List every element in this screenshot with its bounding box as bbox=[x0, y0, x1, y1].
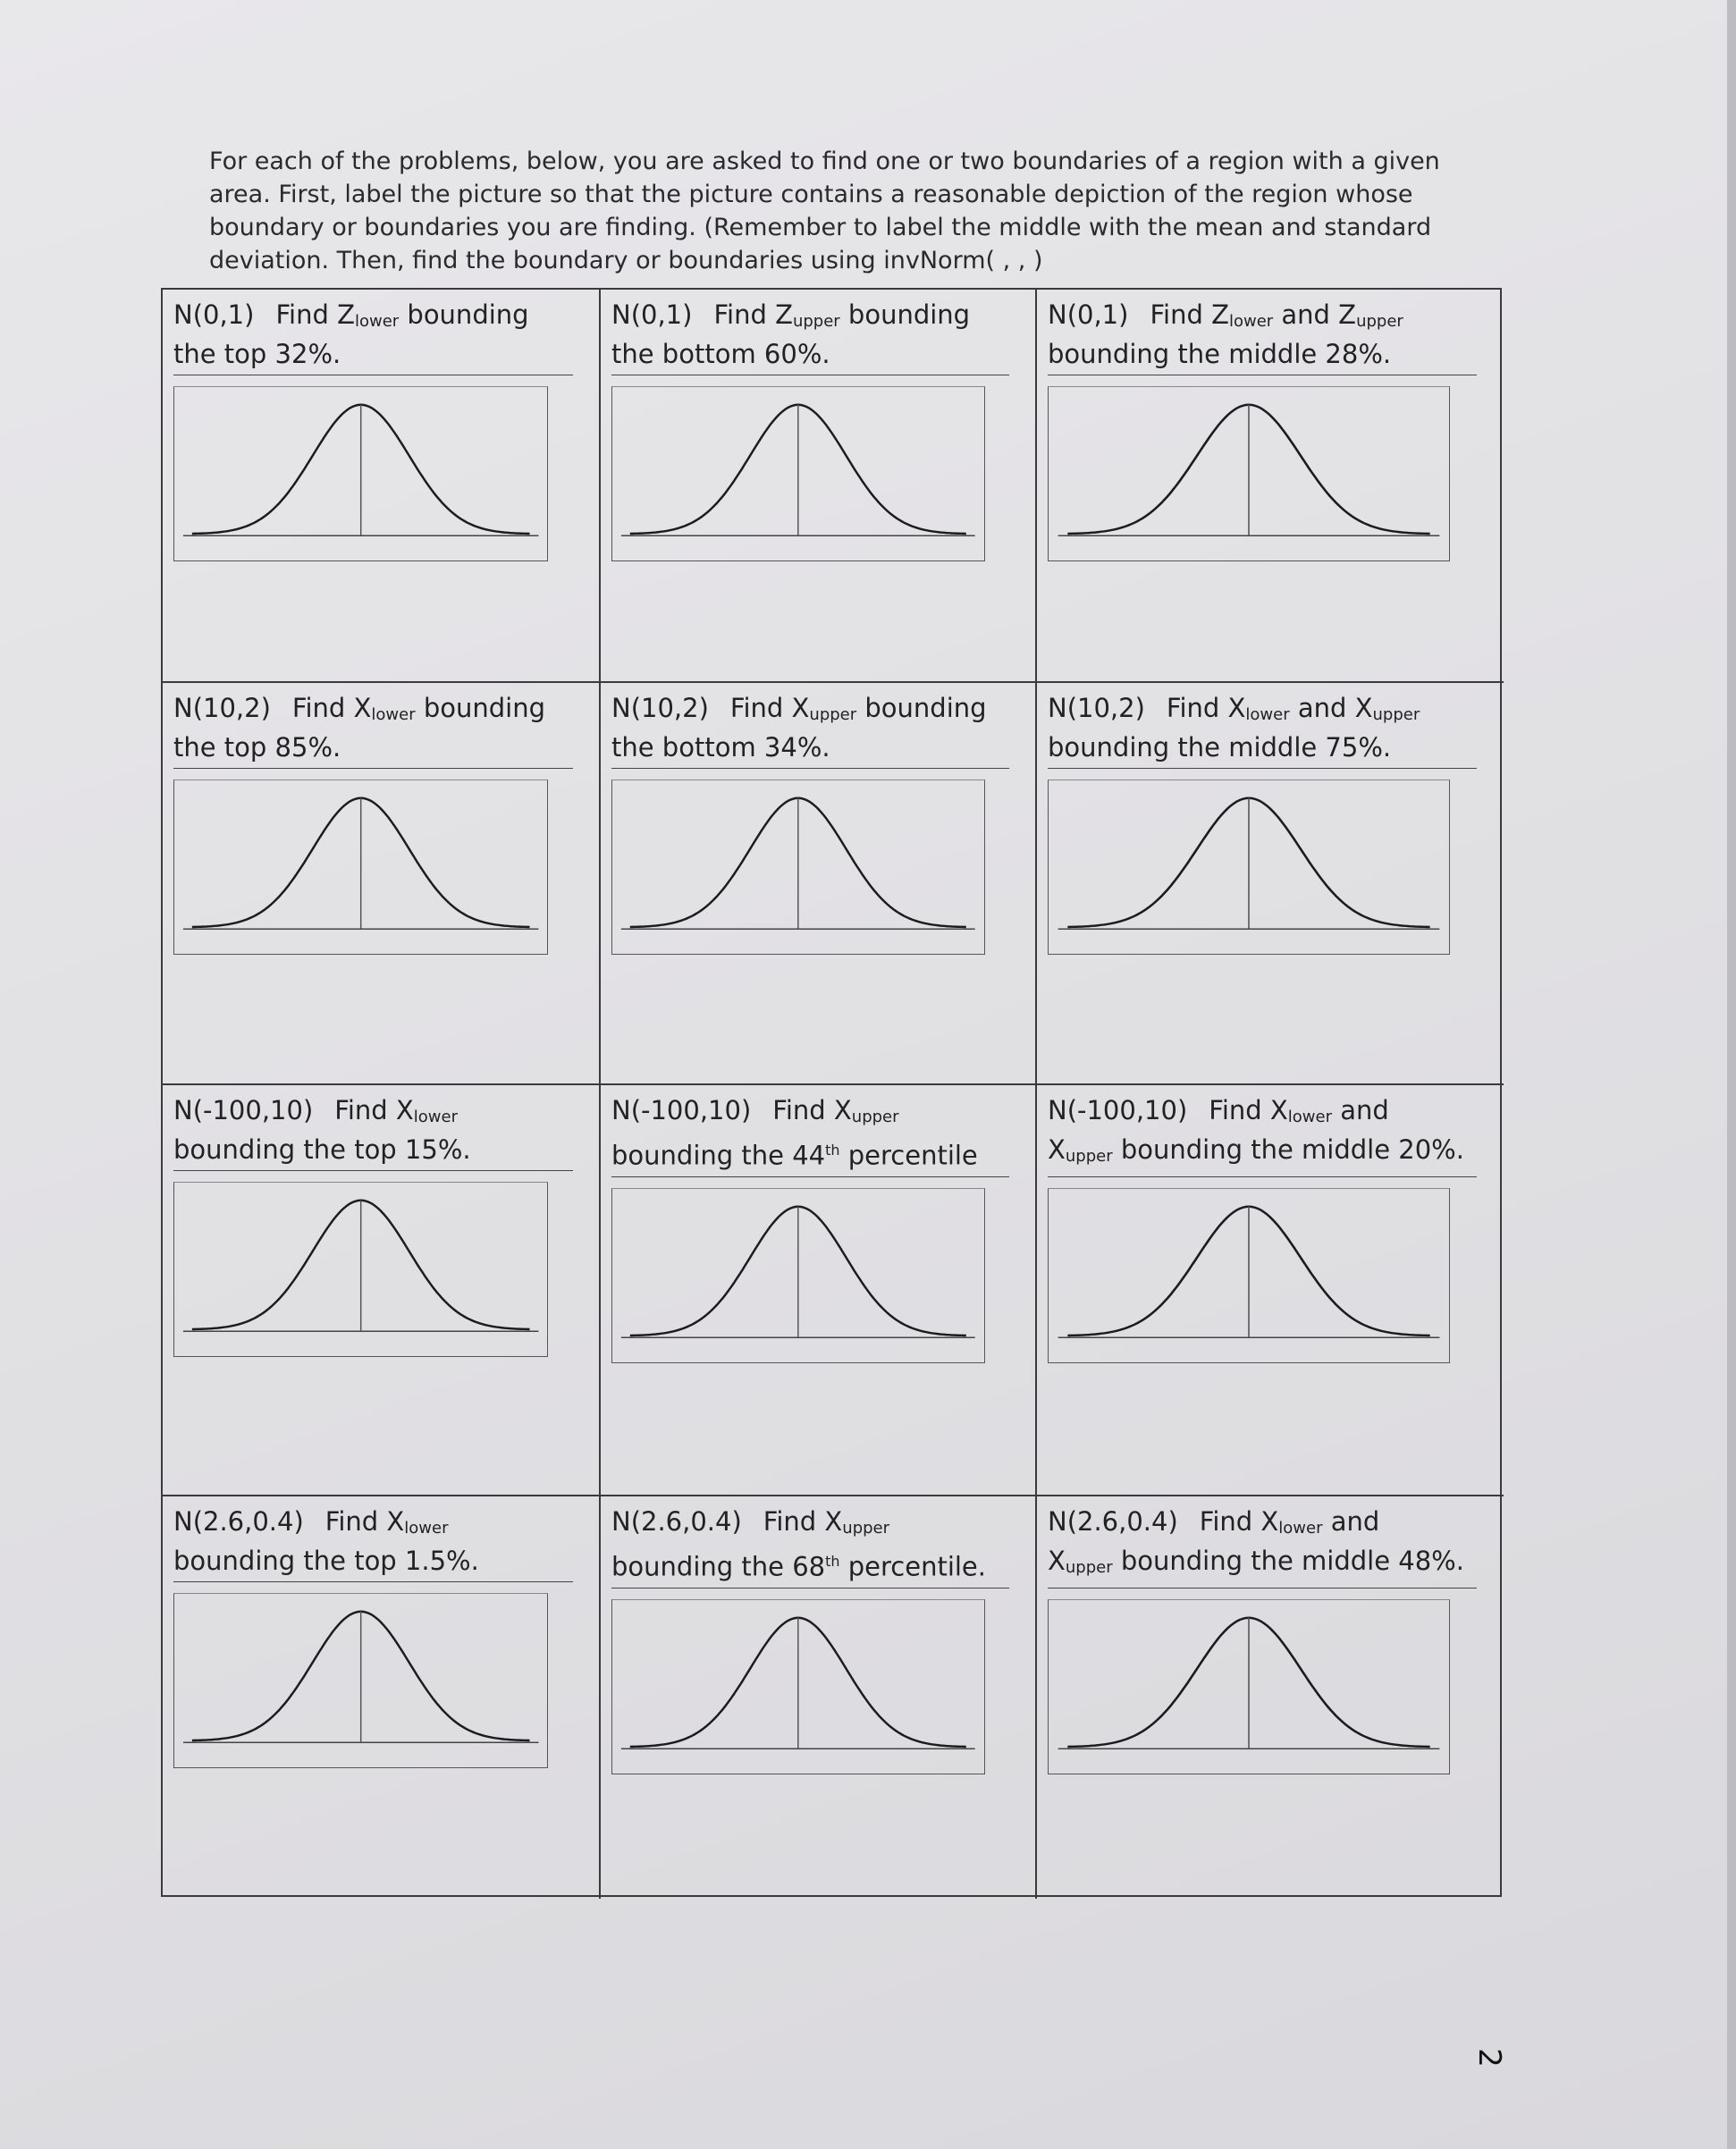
bounding-text: the bottom 60%. bbox=[611, 339, 830, 369]
variable-subscript: upper bbox=[851, 1108, 899, 1126]
find-label: Find X bbox=[1199, 1506, 1279, 1537]
distribution-label: N(2.6,0.4) bbox=[611, 1506, 742, 1537]
bounding-text: bounding the middle 20%. bbox=[1112, 1134, 1464, 1165]
instructions-line: boundary or boundaries you are finding. (Remember to label the middle with the mean and standard bbox=[209, 214, 1432, 241]
find-label-cont: and bbox=[1322, 1506, 1380, 1537]
problem-statement bbox=[173, 1505, 573, 1582]
bounding-text: bounding the middle 28%. bbox=[1048, 339, 1392, 369]
bounding-text: the bottom 34%. bbox=[611, 732, 830, 763]
find-label: Find X bbox=[334, 1095, 414, 1125]
find-label: Find X bbox=[729, 693, 810, 723]
problem-cell bbox=[1037, 683, 1504, 1085]
variable-subscript: upper bbox=[1356, 312, 1403, 331]
problem-cell bbox=[601, 1496, 1037, 1899]
bounding-text: bounding the top 1.5%. bbox=[173, 1546, 479, 1576]
ordinal-suffix: th bbox=[825, 1553, 840, 1570]
variable-subscript: lower bbox=[1228, 312, 1274, 331]
find-label: Find X bbox=[772, 1095, 852, 1125]
variable-subscript: lower bbox=[371, 705, 416, 724]
distribution-label: N(10,2) bbox=[173, 693, 271, 723]
bell-curve-graphic bbox=[612, 1600, 984, 1774]
variable-subscript: upper bbox=[1065, 1147, 1113, 1166]
normal-curve-plot bbox=[611, 1599, 985, 1774]
problem-cell bbox=[163, 1496, 601, 1899]
problem-statement bbox=[173, 299, 573, 375]
problem-cell bbox=[1037, 1496, 1504, 1899]
bounding-text: bounding the middle 75%. bbox=[1048, 732, 1392, 763]
distribution-label: N(-100,10) bbox=[173, 1095, 314, 1125]
ordinal-suffix: th bbox=[825, 1142, 840, 1159]
problem-statement bbox=[611, 299, 1009, 375]
instructions-line: deviation. Then, find the boundary or boundaries using invNorm( , , ) bbox=[209, 247, 1043, 274]
normal-curve-plot bbox=[611, 780, 985, 955]
bounding-text: the top 85%. bbox=[173, 732, 341, 763]
distribution-label: N(2.6,0.4) bbox=[173, 1506, 304, 1537]
normal-curve-plot bbox=[611, 386, 985, 561]
normal-curve-plot bbox=[1048, 780, 1450, 955]
bounding-text: bounding the 68 bbox=[611, 1551, 826, 1582]
paper-edge bbox=[1727, 0, 1736, 2149]
find-label-cont: and bbox=[1332, 1095, 1389, 1125]
problem-cell bbox=[601, 683, 1037, 1085]
problem-cell bbox=[163, 1085, 601, 1496]
bell-curve-graphic bbox=[612, 780, 984, 954]
instructions-line: For each of the problems, below, you are asked to find one or two boundaries of a region with a given bbox=[209, 147, 1440, 175]
problem-statement bbox=[611, 1505, 1009, 1589]
problem-cell bbox=[1037, 1085, 1504, 1496]
distribution-label: N(10,2) bbox=[1048, 693, 1145, 723]
distribution-label: N(-100,10) bbox=[1048, 1095, 1188, 1125]
distribution-label: N(-100,10) bbox=[611, 1095, 752, 1125]
normal-curve-plot bbox=[611, 1188, 985, 1363]
variable-subscript: lower bbox=[1278, 1519, 1323, 1538]
instructions bbox=[209, 145, 1496, 277]
problem-cell bbox=[601, 1085, 1037, 1496]
page-number: 2 bbox=[1471, 2048, 1507, 2068]
problem-statement bbox=[1048, 1094, 1477, 1177]
bell-curve-graphic bbox=[612, 387, 984, 560]
problem-statement bbox=[1048, 1505, 1477, 1589]
variable-label: X bbox=[1048, 1546, 1066, 1576]
bell-curve-graphic bbox=[1049, 1189, 1449, 1362]
problem-statement bbox=[1048, 299, 1477, 375]
normal-curve-plot bbox=[173, 1182, 548, 1357]
find-label: Find Z bbox=[713, 299, 793, 330]
normal-curve-plot bbox=[1048, 1599, 1450, 1774]
bounding-text: percentile. bbox=[839, 1551, 986, 1582]
find-label: Find Z bbox=[1150, 299, 1229, 330]
distribution-label: N(2.6,0.4) bbox=[1048, 1506, 1178, 1537]
bounding-text: bounding the middle 48%. bbox=[1112, 1546, 1464, 1576]
distribution-label: N(0,1) bbox=[611, 299, 693, 330]
problem-cell bbox=[163, 290, 601, 683]
normal-curve-plot bbox=[1048, 1188, 1450, 1363]
bounding-text: bounding the top 15%. bbox=[173, 1134, 471, 1165]
find-label-cont: bounding bbox=[415, 693, 546, 723]
find-label-cont: bounding bbox=[856, 693, 987, 723]
variable-subscript: upper bbox=[809, 705, 857, 724]
variable-subscript: lower bbox=[1245, 705, 1290, 724]
bounding-text: percentile bbox=[839, 1140, 978, 1171]
problem-cell bbox=[1037, 290, 1504, 683]
problem-statement bbox=[173, 1094, 573, 1171]
variable-subscript: lower bbox=[1287, 1108, 1332, 1126]
distribution-label: N(0,1) bbox=[1048, 299, 1129, 330]
bell-curve-graphic bbox=[174, 1594, 547, 1767]
find-label: Find Z bbox=[275, 299, 355, 330]
find-label-cont: and X bbox=[1289, 693, 1373, 723]
variable-subscript: lower bbox=[413, 1108, 458, 1126]
problem-grid bbox=[161, 288, 1502, 1897]
bell-curve-graphic bbox=[1049, 387, 1449, 560]
variable-subscript: upper bbox=[1065, 1558, 1113, 1577]
bell-curve-graphic bbox=[612, 1189, 984, 1362]
instructions-line: area. First, label the picture so that the picture contains a reasonable depiction of the region whose bbox=[209, 181, 1413, 208]
normal-curve-plot bbox=[173, 386, 548, 561]
normal-curve-plot bbox=[173, 780, 548, 955]
problem-statement bbox=[1048, 692, 1477, 769]
variable-subscript: upper bbox=[792, 312, 840, 331]
bell-curve-graphic bbox=[1049, 1600, 1449, 1774]
bell-curve-graphic bbox=[174, 387, 547, 560]
find-label: Find X bbox=[1166, 693, 1246, 723]
variable-subscript: lower bbox=[404, 1519, 449, 1538]
variable-subscript: lower bbox=[354, 312, 400, 331]
find-label: Find X bbox=[763, 1506, 843, 1537]
bounding-text: the top 32%. bbox=[173, 339, 341, 369]
variable-subscript: upper bbox=[1372, 705, 1420, 724]
variable-subscript: upper bbox=[842, 1519, 890, 1538]
normal-curve-plot bbox=[1048, 386, 1450, 561]
find-label: Find X bbox=[1209, 1095, 1288, 1125]
distribution-label: N(10,2) bbox=[611, 693, 709, 723]
find-label-cont: and Z bbox=[1273, 299, 1357, 330]
find-label: Find X bbox=[291, 693, 372, 723]
variable-label: X bbox=[1048, 1134, 1066, 1165]
bell-curve-graphic bbox=[174, 780, 547, 954]
problem-statement bbox=[173, 692, 573, 769]
distribution-label: N(0,1) bbox=[173, 299, 255, 330]
bounding-text: bounding the 44 bbox=[611, 1140, 826, 1171]
find-label-cont: bounding bbox=[399, 299, 529, 330]
bell-curve-graphic bbox=[174, 1183, 547, 1356]
problem-statement bbox=[611, 1094, 1009, 1177]
bell-curve-graphic bbox=[1049, 780, 1449, 954]
find-label-cont: bounding bbox=[839, 299, 971, 330]
problem-cell bbox=[163, 683, 601, 1085]
find-label: Find X bbox=[324, 1506, 405, 1537]
normal-curve-plot bbox=[173, 1593, 548, 1768]
problem-cell bbox=[601, 290, 1037, 683]
problem-statement bbox=[611, 692, 1009, 769]
